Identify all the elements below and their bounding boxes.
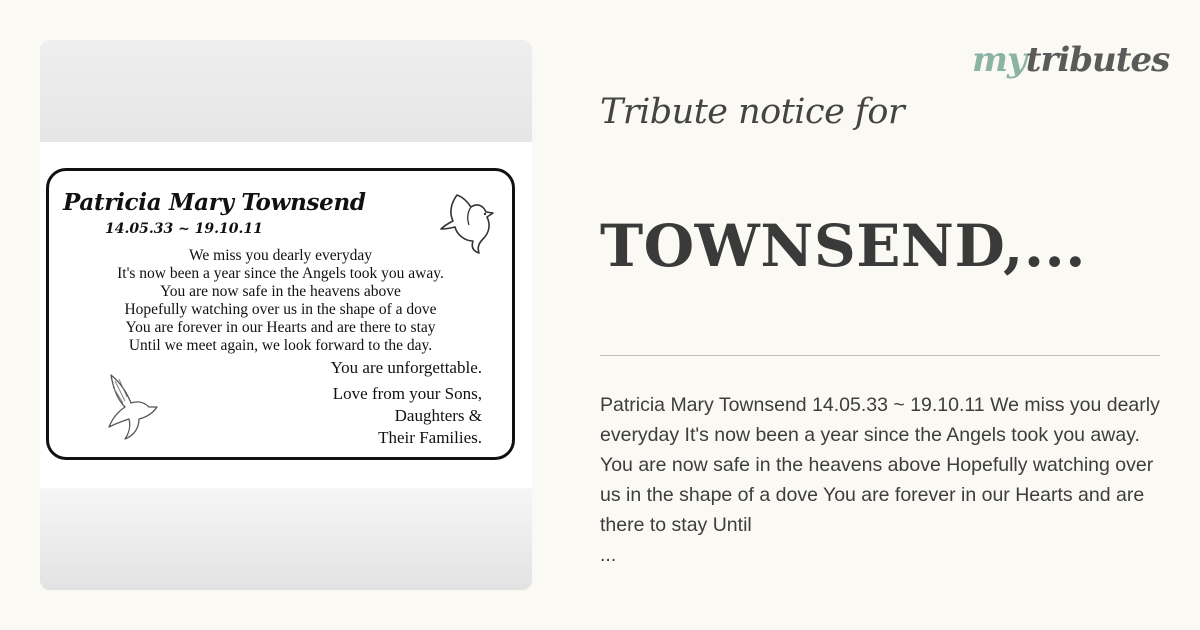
- poem-line: Hopefully watching over us in the shape of a dove: [124, 301, 437, 318]
- divider: [600, 355, 1160, 356]
- brand-logo-my: my: [972, 40, 1026, 80]
- image-top-fade: [40, 40, 532, 142]
- closing-line: Love from your Sons,: [332, 384, 482, 403]
- dove-icon: [103, 371, 161, 443]
- notice-image: [40, 40, 532, 590]
- poem-line: We miss you dearly everyday: [189, 247, 372, 264]
- notice-paper: [40, 142, 532, 488]
- brand-logo[interactable]: [972, 40, 1169, 80]
- notice-poem: [49, 247, 512, 355]
- summary-text: Patricia Mary Townsend 14.05.33 ~ 19.10.11 We miss you dearly everyday It's now been a year since the Angels took you away. You are now safe in the heavens above Hopefully watching over us in the shape of a dove You are forever in our Hearts and are there to stay Until: [600, 394, 1160, 536]
- closing-line: Their Families.: [378, 428, 482, 447]
- notice-name: Patricia Mary Townsend: [63, 189, 366, 216]
- closing-line: You are unforgettable.: [330, 358, 482, 377]
- notice-closing: [331, 357, 482, 449]
- poem-line: Until we meet again, we look forward to the day.: [128, 337, 433, 354]
- brand-logo-tributes: tributes: [1025, 40, 1170, 80]
- notice-border: [46, 168, 515, 460]
- page-title: TOWNSEND,...: [600, 212, 1086, 280]
- notice-summary: [600, 390, 1160, 570]
- summary-ellipsis: ...: [600, 544, 617, 566]
- page-subtitle: Tribute notice for: [600, 92, 905, 132]
- image-bottom-fade: [40, 488, 532, 590]
- closing-line: Daughters &: [394, 406, 482, 425]
- poem-line: You are now safe in the heavens above: [160, 283, 401, 300]
- poem-line: You are forever in our Hearts and are there to stay: [125, 319, 436, 336]
- notice-dates: 14.05.33 ~ 19.10.11: [105, 221, 263, 237]
- poem-line: It's now been a year since the Angels took you away.: [117, 265, 444, 282]
